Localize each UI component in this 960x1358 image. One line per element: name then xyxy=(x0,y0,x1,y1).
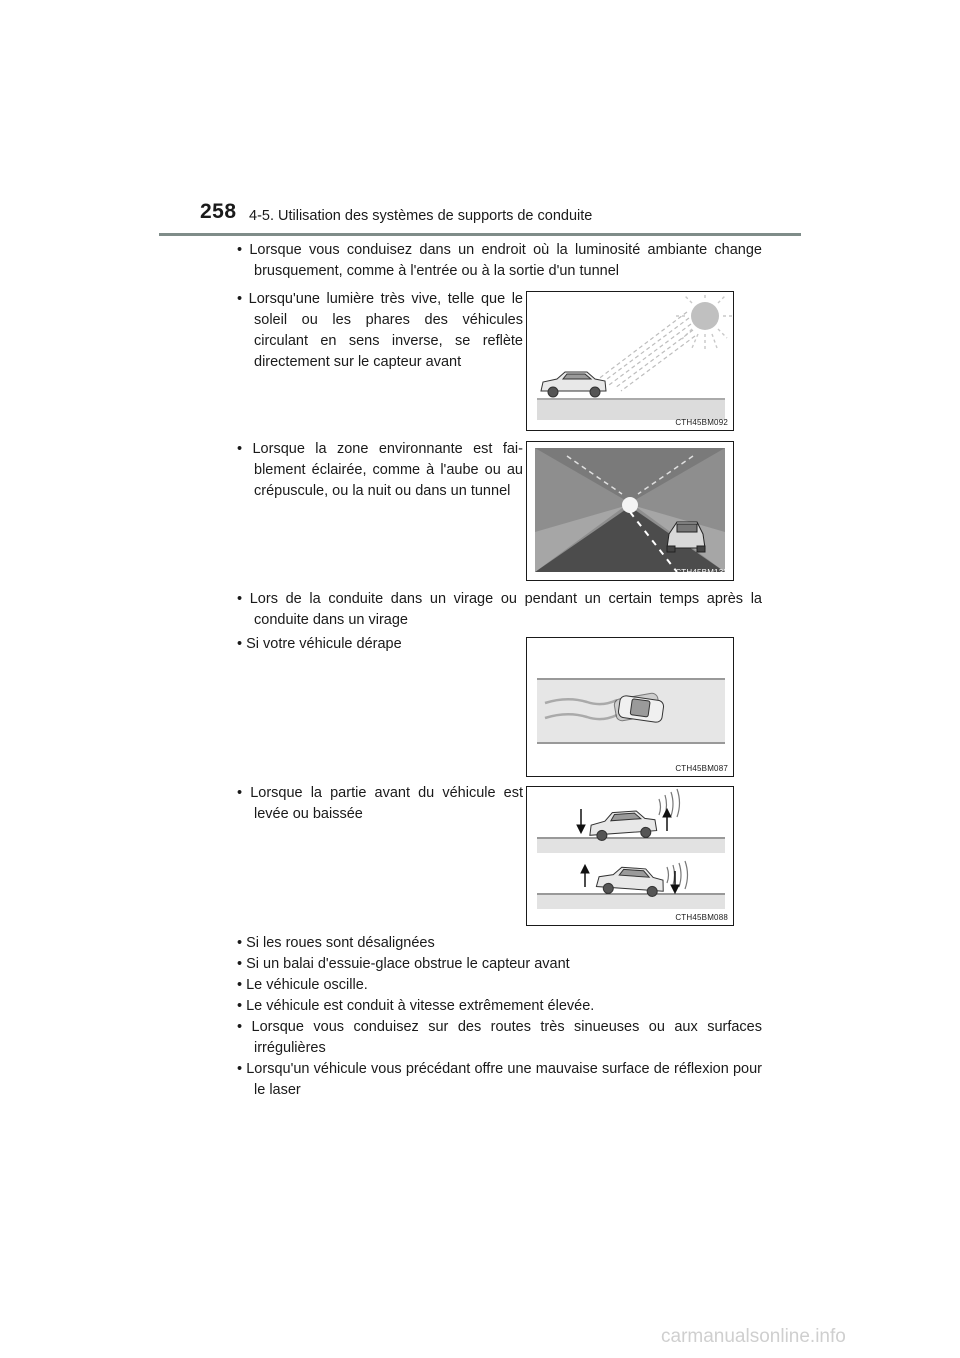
figure-code: CTH45BM092 xyxy=(675,418,728,427)
arrow-up-icon xyxy=(581,865,589,887)
section-title: 4-5. Utilisation des systèmes de supports de conduite xyxy=(249,208,593,224)
bullet-high-speed: • Le véhicule est conduit à vitesse extrêmement élevée. xyxy=(237,998,595,1014)
bullet-oscillation: • Le véhicule oscille. xyxy=(237,977,368,993)
bullet-curve: • Lors de la conduite dans un virage ou pendant un certain temps après la conduite dans un virage xyxy=(237,591,762,628)
car-raised-icon xyxy=(588,810,657,842)
figure-code: CTH45BM088 xyxy=(675,913,728,922)
arrow-down-icon xyxy=(577,809,585,833)
bullet-brightness-change: • Lorsque vous conduisez dans un endroit où la luminosité ambiante change brusquement, comme à l'entrée ou à la sortie d'un tunnel xyxy=(237,242,762,279)
figure-code: CTH45BM133 xyxy=(675,568,728,577)
page-number: 258 xyxy=(200,200,237,223)
car-icon xyxy=(541,372,606,397)
car-lowered-icon xyxy=(596,866,665,898)
bullet-dim-light: • Lorsque la zone environnante est fai-blement éclairée, comme à l'aube ou au crépuscule, ou la nuit ou dans un tunnel xyxy=(237,441,523,499)
header-rule xyxy=(159,233,801,236)
watermark: carmanualsonline.info xyxy=(661,1326,846,1347)
bullet-bright-light: • Lorsqu'une lumière très vive, telle que le soleil ou les phares des véhicules circulant en sens inverse, se reflète directement sur le capteur avant xyxy=(237,291,523,370)
bullet-wiper: • Si un balai d'essuie-glace obstrue le capteur avant xyxy=(237,956,570,972)
tunnel-exit-light xyxy=(622,497,638,513)
sun-glare-illustration xyxy=(527,292,733,430)
arrow-down-icon xyxy=(671,871,679,893)
figure-sun-glare xyxy=(526,291,734,431)
bullet-wheel-alignment: • Si les roues sont désalignées xyxy=(237,935,435,951)
pitch-illustration xyxy=(527,787,733,925)
arrow-up-icon xyxy=(663,809,671,831)
sun-icon xyxy=(691,302,719,330)
figure-pitch xyxy=(526,786,734,926)
skid-illustration xyxy=(527,638,733,776)
figure-code: CTH45BM087 xyxy=(675,764,728,773)
figure-skid xyxy=(526,637,734,777)
bullet-front-raised: • Lorsque la partie avant du véhicule est levée ou baissée xyxy=(237,785,523,822)
bullet-winding-roads: • Lorsque vous conduisez sur des routes très sinueuses ou aux surfaces irrégulières xyxy=(237,1019,762,1056)
tunnel-illustration xyxy=(527,442,733,580)
bullet-skid: • Si votre véhicule dérape xyxy=(237,636,402,652)
bullet-poor-reflection: • Lorsqu'un véhicule vous précédant offre une mauvaise surface de réflexion pour le laser xyxy=(237,1061,762,1098)
figure-tunnel xyxy=(526,441,734,581)
